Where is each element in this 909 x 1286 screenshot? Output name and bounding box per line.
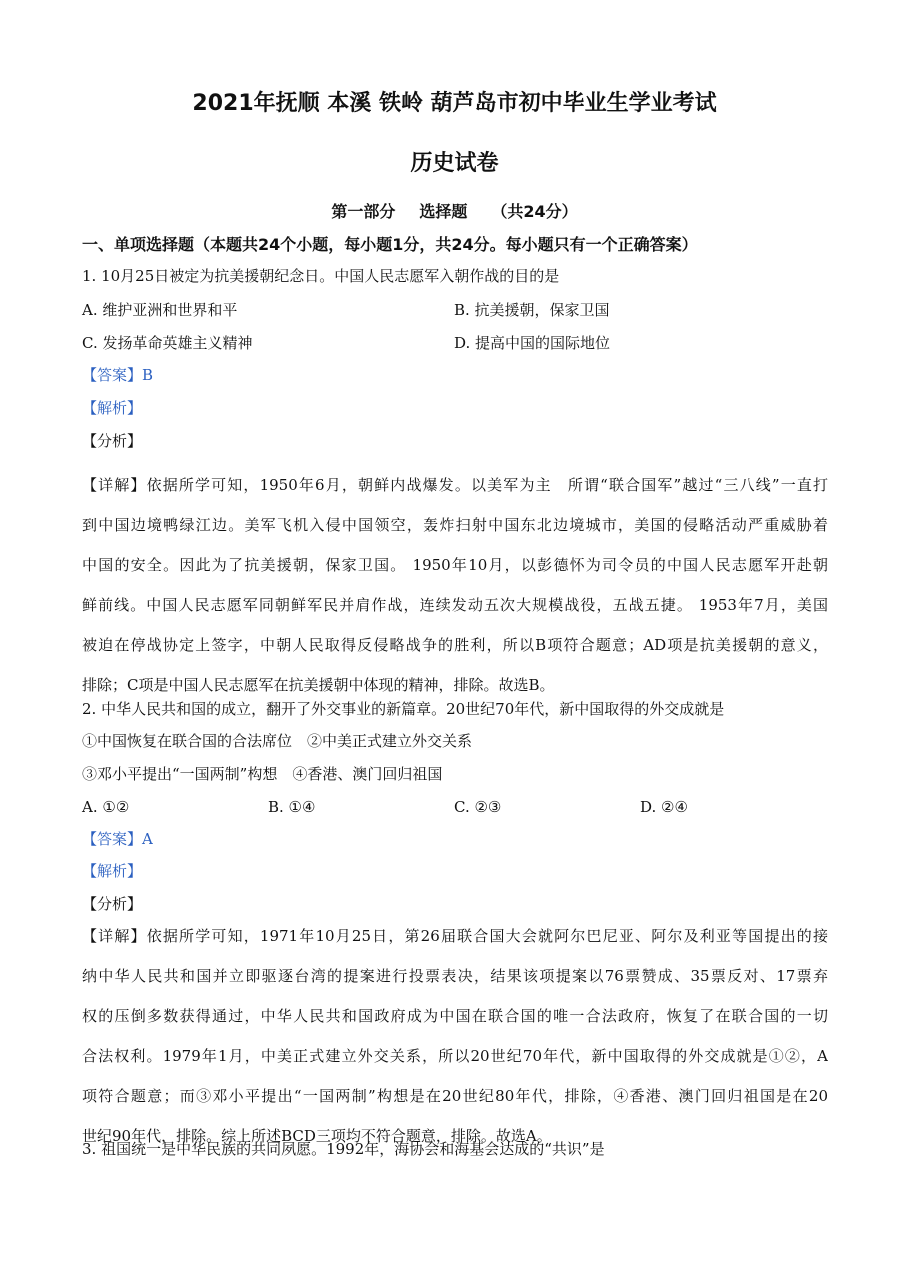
q2-detail-line: 【详解】依据所学可知，1971年10月25日，第26届联合国大会就阿尔巴尼亚、阿尔及利亚等国提出的接 — [82, 927, 828, 945]
q1-option-c: C. 发扬革命英雄主义精神 — [82, 334, 253, 352]
q1-option-a: A. 维护亚洲和世界和平 — [82, 301, 238, 319]
exam-subtitle: 历史试卷 — [410, 151, 499, 176]
q1-detail-line: 被迫在停战协定上签字，中朝人民取得反侵略战争的胜利，所以B项符合题意；AD项是抗美援朝的意义， — [82, 636, 828, 654]
q1-detail-line: 到中国边境鸭绿江边。美军飞机入侵中国领空，轰炸扫射中国东北边境城市，美国的侵略活动严重威胁着 — [82, 516, 828, 534]
q2-item-line: ①中国恢复在联合国的合法席位 ②中美正式建立外交关系 — [82, 732, 473, 750]
q1-detail — [82, 465, 828, 705]
q1-detail-line: 中国的安全。因此为了抗美援朝，保家卫国。 1950年10月，以彭德怀为司令员的中国人民志愿军开赴朝 — [82, 556, 828, 574]
q2-item-line: ③邓小平提出“一国两制”构想 ④香港、澳门回归祖国 — [82, 765, 443, 783]
part-score: （共24分） — [491, 202, 578, 221]
q3-stem: 3. 祖国统一是中华民族的共同夙愿。1992年，海协会和海基会达成的“共识”是 — [82, 1140, 605, 1158]
q1-stem: 1. 10月25日被定为抗美援朝纪念日。中国人民志愿军入朝作战的目的是 — [82, 267, 560, 285]
q2-detail — [82, 916, 828, 1156]
q2-option-d: D. ②④ — [640, 798, 688, 816]
q1-option-b: B. 抗美援朝，保家卫国 — [454, 301, 610, 319]
q1-option-d: D. 提高中国的国际地位 — [454, 334, 611, 352]
q2-option-a: A. ①② — [82, 798, 130, 816]
q1-detail-line: 排除；C项是中国人民志愿军在抗美援朝中体现的精神，排除。故选B。 — [82, 676, 555, 694]
q2-detail-line: 项符合题意；而③邓小平提出“一国两制”构想是在20世纪80年代，排除，④香港、澳门回归祖国是在20 — [82, 1087, 828, 1105]
q2-option-c: C. ②③ — [454, 798, 502, 816]
q2-option-b: B. ①④ — [268, 798, 316, 816]
q2-answer: 【答案】A — [82, 830, 153, 848]
q2-fenxi-label: 【分析】 — [82, 895, 143, 913]
part-type: 选择题 — [419, 202, 468, 221]
q1-jiexi-label: 【解析】 — [82, 399, 143, 417]
part-name: 第一部分 — [331, 202, 396, 221]
q1-detail-line: 【详解】依据所学可知，1950年6月，朝鲜内战爆发。以美军为主 所谓“联合国军”越过“三八线”一直打 — [82, 476, 828, 494]
exam-title: 2021年抚顺 本溪 铁岭 葫芦岛市初中毕业生学业考试 — [192, 91, 717, 116]
section-heading: 一、单项选择题（本题共24个小题，每小题1分，共24分。每小题只有一个正确答案） — [82, 235, 698, 254]
q2-detail-line: 合法权利。1979年1月，中美正式建立外交关系，所以20世纪70年代，新中国取得的外交成就是①②，A — [82, 1047, 828, 1065]
q2-stem: 2. 中华人民共和国的成立，翻开了外交事业的新篇章。20世纪70年代，新中国取得的外交成就是 — [82, 700, 725, 718]
q1-answer: 【答案】B — [82, 366, 154, 384]
q2-jiexi-label: 【解析】 — [82, 862, 143, 880]
q2-detail-line: 世纪90年代，排除。综上所述BCD三项均不符合题意，排除。故选A。 — [82, 1127, 552, 1145]
q1-fenxi-label: 【分析】 — [82, 432, 143, 450]
q2-detail-line: 纳中华人民共和国并立即驱逐台湾的提案进行投票表决，结果该项提案以76票赞成、35票反对、17票弃 — [82, 967, 828, 985]
q2-detail-line: 权的压倒多数获得通过，中华人民共和国政府成为中国在联合国的唯一合法政府，恢复了在联合国的一切 — [82, 1007, 828, 1025]
part-heading — [0, 199, 909, 222]
q1-detail-line: 鲜前线。中国人民志愿军同朝鲜军民并肩作战，连续发动五次大规模战役，五战五捷。 1953年7月，美国 — [82, 596, 828, 614]
